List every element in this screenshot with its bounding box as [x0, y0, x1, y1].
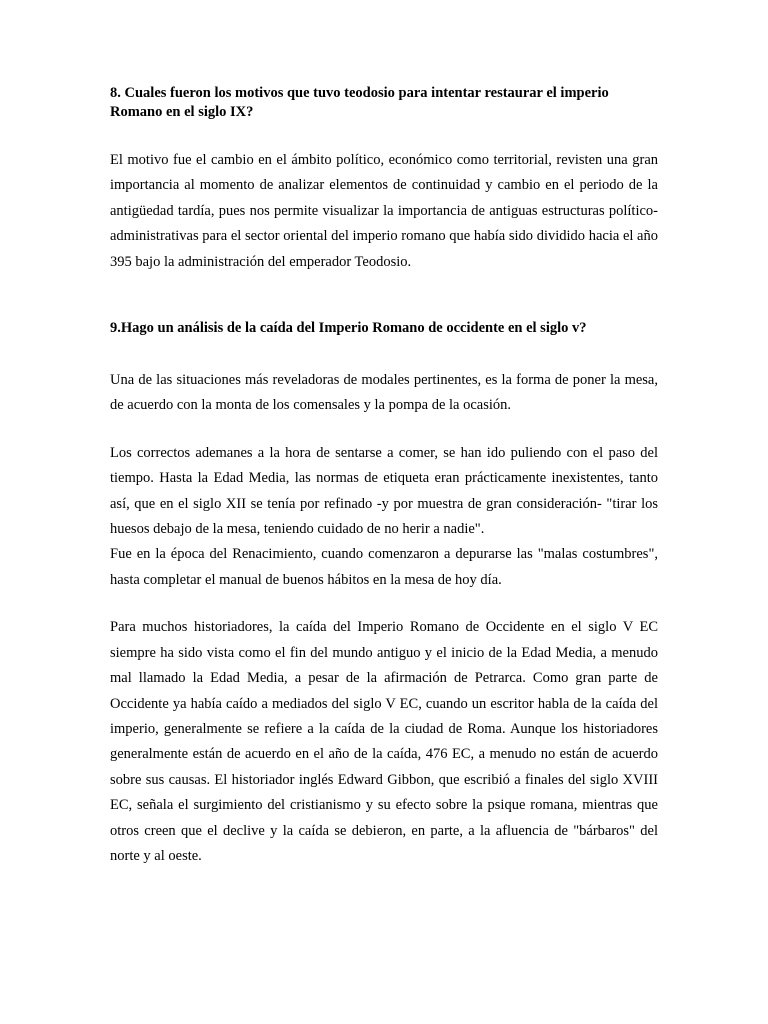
question-9-heading: 9.Hago un análisis de la caída del Imperio Romano de occidente en el siglo v? — [110, 320, 587, 337]
question-9-paragraph: Para muchos historiadores, la caída del Imperio Romano de Occidente en el siglo V EC siempre ha sido vista como el fin del mundo antiguo y el inicio de la Edad Media, a menudo mal llamado la Edad Media, a pesar de la afirmación de Petrarca. Como gran parte de Occidente ya había caído a mediados del siglo V EC, cuando un escritor habla de la caída del imperio, generalmente se refiere a la caída de la ciudad de Roma. Aunque los historiadores generalmente están de acuerdo en el año de la caída, 476 EC, a menudo no están de acuerdo sobre sus causas. El historiador inglés Edward Gibbon, que escribió a finales del siglo XVIII EC, señala el surgimiento del cristianismo y su efecto sobre la psique romana, mientras que otros creen que el declive y la caída se debieron, en parte, a la afluencia de "bárbaros" del norte y al oeste. — [110, 619, 658, 864]
question-8-answer: El motivo fue el cambio en el ámbito político, económico como territorial, revisten una gran importancia al momento de analizar elementos de continuidad y cambio en el periodo de la antigüedad tardía, pues nos permite visualizar la importancia de antiguas estructuras político-administrativas para el sector oriental del imperio romano que había sido dividido hacia el año 395 bajo la administración del emperador Teodosio. — [110, 152, 658, 270]
question-9-paragraph: Los correctos ademanes a la hora de sentarse a comer, se han ido puliendo con el paso del tiempo. Hasta la Edad Media, las normas de etiqueta eran prácticamente inexistentes, tanto así, que en el siglo XII se tenía por refinado -y por muestra de gran consideración- "tirar los huesos debajo de la mesa, teniendo cuidado de no herir a nadie". — [110, 444, 658, 538]
document-body — [110, 84, 658, 869]
question-9-paragraph: Fue en la época del Renacimiento, cuando comenzaron a depurarse las "malas costumbres", hasta completar el manual de buenos hábitos en la mesa de hoy día. — [110, 546, 658, 588]
question-9-paragraph: Una de las situaciones más reveladoras de modales pertinentes, es la forma de poner la mesa, de acuerdo con la monta de los comensales y la pompa de la ocasión. — [110, 372, 658, 414]
question-8-heading: 8. Cuales fueron los motivos que tuvo teodosio para intentar restaurar el imperio Romano en el siglo IX? — [110, 85, 609, 120]
